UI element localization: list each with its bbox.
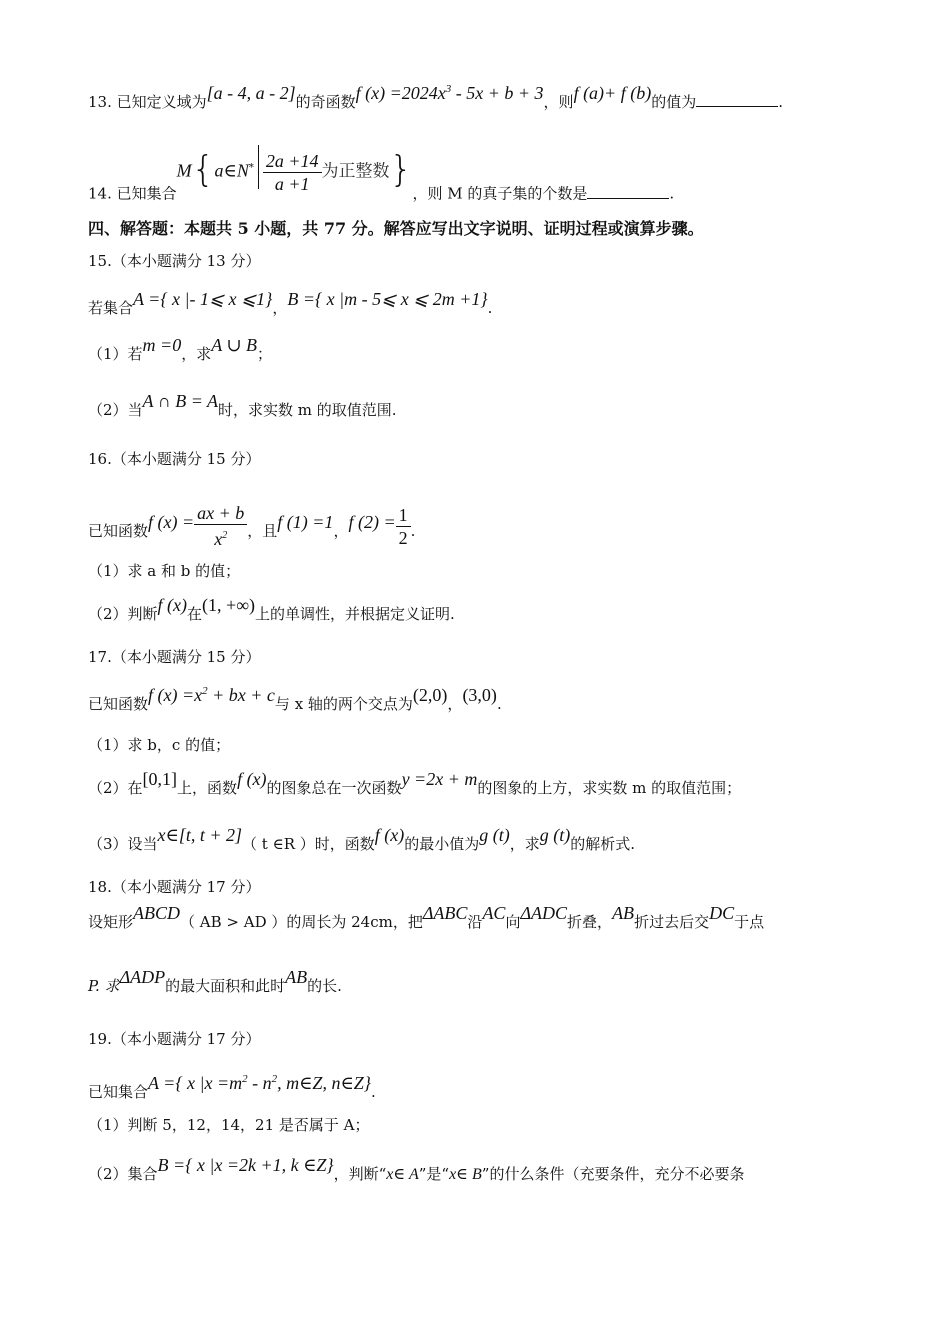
q13-prefix: 13. 已知定义域为 [88,93,207,111]
q19-prefix: 已知集合 [88,1083,149,1101]
q15-part-1 [88,335,870,365]
q16-part-2-interval: (1, +∞) [202,595,256,615]
q13-exponent: 3 [445,83,452,95]
q17-part-3-text-1: 时，函数 [314,835,375,853]
q16-period: . [410,522,416,540]
section-4-heading: 四、解答题：本题共 5 小题，共 77 分。解答应写出文字说明、证明过程或演算步骤。 [88,219,704,238]
q17-comma: ， [447,695,463,713]
q16-part-1: （1）求 a 和 b 的值； [88,562,241,580]
q17-stem [88,685,870,715]
q17-part-3-function: f (x) [374,825,405,845]
q18-text-2: 沿 [467,913,483,931]
q16-fraction-denominator: x [214,529,223,549]
q17-part-3-g: g (t) [479,825,510,845]
q15-set-a: A ={ x |- 1⩽ x ⩽1} [133,289,273,309]
q17-part-2-function: f (x) [237,769,267,789]
q18-text-4: 折叠， [567,913,613,931]
q19-part-2-text-1: ，判断“ [333,1165,387,1183]
q16-denominator-exponent: 2 [222,530,228,541]
q16-half-denominator: 2 [398,527,408,548]
q19-exponent-m: 2 [242,1073,248,1085]
q19-part-2-text-2: ”是“ [418,1165,450,1183]
q18-triangle-adp: ΔADP [119,967,166,987]
q17-exponent: 2 [202,685,208,697]
q16-fraction [194,502,247,550]
q16-half [396,504,411,549]
q14-suffix: ，则 M 的真子集的个数是 [412,184,588,203]
q18-line-1 [88,903,870,933]
q13-expression: f (a)+ f (b) [573,83,652,103]
q19-set-a-part-1: A ={ x |x =m [148,1073,243,1093]
q13-text-2: ，则 [543,93,574,111]
q13-answer-blank[interactable] [696,92,778,107]
q17-part-3-g-2: g (t) [539,825,571,845]
q16-part-2 [88,595,870,625]
q19-stem [88,1073,870,1103]
q16-part-2-function: f (x) [157,595,188,615]
q18-line-2-suffix: 的长. [307,977,342,995]
q16-comma: ， [333,522,349,540]
q14-star: * [248,162,254,174]
q18-text-5: 折过去后交 [634,913,710,931]
q18-ac: AC [482,903,506,923]
q17-prefix: 已知函数 [88,695,149,713]
q16-part-2-text: 在 [187,605,203,623]
q15-prefix: 若集合 [88,299,134,317]
q14-set-condition: a∈N [214,160,249,181]
q14-set-tail: 为正整数 [321,161,390,182]
q16-fraction-numerator: ax + b [194,502,247,525]
q17-part-2-linear-function: y =2x + m [401,769,478,789]
q18-triangle-abc: ΔABC [422,903,468,923]
question-13: 13. 已知定义域为[a - 4, a - 2]的奇函数f $(x) =2024x^3 - 5x + b + 3$，则f (a)+ f (b)的值为 . [88,83,783,111]
q15-set-b: B ={ x |m - 5⩽ x ⩽ 2m +1} [287,289,488,309]
q15-part-2-suffix: 时，求实数 m 的取值范围. [218,401,397,419]
q15-comma: ， [272,299,288,317]
q18-text-1: 的周长为 24cm，把 [286,913,423,931]
q17-part-3-t-condition: （ t ∈R ） [242,835,315,853]
q18-ab: AB [612,903,635,923]
q16-function-lhs: f (x) = [148,512,195,532]
q14-right-brace: } [389,148,413,190]
q17-part-3-prefix: （3）设当 [88,835,158,853]
q16-heading: 16.（本小题满分 15 分） [88,450,261,468]
q15-part-1-end: ； [256,345,272,363]
q14-answer-blank[interactable] [587,184,669,199]
q19-set-a-part-2: - n [247,1073,272,1093]
q19-heading: 19.（本小题满分 17 分） [88,1030,261,1048]
q17-function-part-b: + bx + c [207,685,275,705]
q13-function [356,83,544,103]
q14-bar [258,145,259,189]
q17-heading: 17.（本小题满分 15 分） [88,648,261,666]
q18-line-2-text: 的最大面积和此时 [165,977,286,995]
q19-set-b: B ={ x |x =2k +1, k ∈Z} [157,1155,334,1175]
q19-set-a [148,1073,371,1093]
q18-text-3: 向 [505,913,521,931]
q18-line-2-prefix: P. 求 [88,977,120,995]
q18-line-1-suffix: 于点 [734,913,765,931]
q17-part-2-text-2: 的图象总在一次函数 [266,779,402,797]
q16-text: ，且 [247,522,278,540]
q16-f1: f (1) =1 [277,512,334,532]
q16-f2: f (2) = [348,512,396,532]
q17-part-3-text-2: 的最小值为 [404,835,480,853]
q17-text: 与 x 轴的两个交点为 [274,695,413,713]
q15-part-2 [88,391,870,421]
q19-set-a-part-3: , m∈Z, n∈Z} [277,1073,371,1093]
q18-prefix: 设矩形 [88,913,134,931]
q17-part-2-interval: [0,1] [142,769,178,789]
q19-part-1: （1）判断 5，12，14，21 是否属于 A； [88,1116,370,1134]
q16-half-numerator: 1 [396,504,411,527]
q13-function-part-b: - 5x + b + 3 [451,83,544,103]
q19-part-2-prefix: （2）集合 [88,1165,158,1183]
question-14: 14. 已知集合M{a∈N* $\frac{2a +14}{a +1}$ 为正整数}，则 M 的真子集的个数是 . [88,172,870,217]
q13-text: 的奇函数 [295,93,356,111]
q14-left-brace: { [191,148,215,190]
q18-rectangle: ABCD [133,903,181,923]
q16-part-2-prefix: （2）判断 [88,605,158,623]
q17-part-3-domain: x∈[t, t + 2] [157,825,243,845]
q15-part-1-text: ，求 [181,345,212,363]
q14-prefix: 14. 已知集合 [88,184,177,203]
q15-part-1-expression: A ∪ B [211,335,257,355]
q14-fraction [263,150,322,195]
q17-part-1: （1）求 b，c 的值； [88,736,231,754]
q17-function [148,685,275,705]
q14-set [177,150,413,195]
q19-exponent-n: 2 [271,1073,278,1085]
q15-part-2-prefix: （2）当 [88,401,143,419]
q15-period: . [487,299,493,317]
q17-part-2 [88,769,870,799]
q16-part-2-suffix: 上的单调性，并根据定义证明. [255,605,455,623]
q17-part-3-text-3: ，求 [509,835,540,853]
q13-interval: [a - 4, a - 2] [206,83,296,103]
q15-stem [88,289,870,319]
q16-stem [88,503,870,556]
q15-part-2-expression: A ∩ B = A [142,391,219,411]
q15-part-1-prefix: （1）若 [88,345,143,363]
q17-period: . [496,695,502,713]
q18-dc: DC [709,903,735,923]
q19-part-2 [88,1155,870,1186]
q18-condition: （ AB > AD ） [180,913,287,931]
q19-period: . [370,1083,376,1101]
q17-point-1: (2,0) [412,685,448,705]
q18-line-2 [88,967,870,997]
q19-part-2-x-in-b: x∈ B [449,1166,482,1183]
q17-part-3 [88,825,870,855]
q18-heading: 18.（本小题满分 17 分） [88,878,261,896]
q13-suffix: 的值为 [651,93,697,111]
q18-triangle-adc: ΔADC [520,903,568,923]
q17-part-2-suffix: 的图象的上方，求实数 m 的取值范围； [477,779,742,797]
q15-heading: 15.（本小题满分 13 分） [88,252,261,270]
q17-part-3-suffix: 的解析式. [570,835,636,853]
q17-point-2: (3,0) [462,685,497,705]
q14-fraction-numerator: 2a +14 [263,150,322,173]
q19-part-2-suffix: ”的什么条件（充要条件，充分不必要条 [481,1165,745,1183]
q17-part-2-text-1: 上，函数 [177,779,238,797]
q17-function-part-a: f (x) =x [148,685,203,705]
q16-prefix: 已知函数 [88,522,149,540]
q14-fraction-denominator: a +1 [274,174,310,194]
q13-function-part-a: f (x) =2024x [355,83,446,103]
q18-line-2-ab: AB [285,967,308,987]
q15-part-1-condition: m =0 [142,335,182,355]
q17-part-2-prefix: （2）在 [88,779,143,797]
q14-set-name: M [176,160,192,181]
q19-part-2-x-in-a: x∈ A [386,1166,419,1183]
